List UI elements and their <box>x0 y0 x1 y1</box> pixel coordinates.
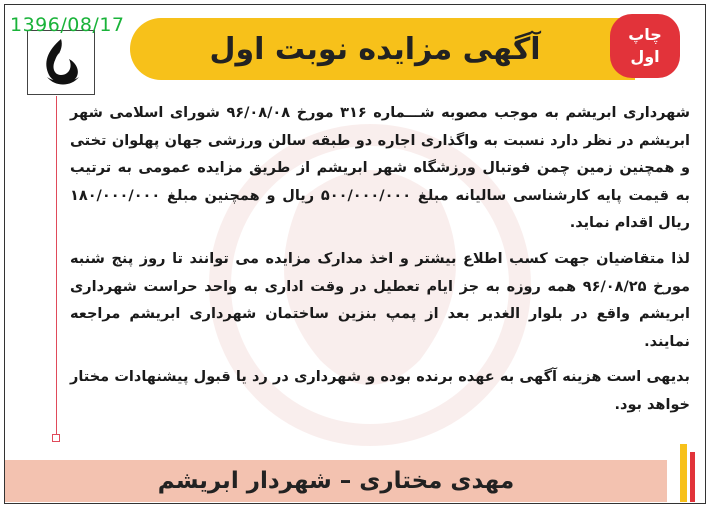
date-stamp: 1396/08/17 <box>10 14 125 36</box>
first-print-badge <box>610 14 680 78</box>
margin-rule-end <box>52 434 60 442</box>
signature-bar <box>5 460 667 502</box>
body-paragraph-1: شهرداری ابریشم به موجب مصوبه شـــماره ۳۱۶ مورخ ۹۶/۰۸/۰۸ شورای اسلامی شهر ابریشم در نظر دارد نسبت به واگذاری اجاره دو طبقه سالن ورزشی جهان پهلوان تختی و همچنین زمین چمن فوتبال ورزشگاه شهر ابریشم از طریق مزایده عمومی به ترتیب به قیمت پایه کارشناسی سالیانه مبلغ ۵۰۰/۰۰۰/۰۰۰ ریال و همچنین مبلغ ۱۸۰/۰۰۰/۰۰۰ ریال اقدام نماید. <box>70 105 691 232</box>
signature-text: مهدی مختاری – شهردار ابریشم <box>157 468 515 494</box>
municipality-logo <box>27 30 95 95</box>
badge-line-2: اول <box>630 47 660 66</box>
notice-body <box>70 100 690 428</box>
footer-accent-yellow <box>680 444 687 502</box>
footer-accent-red <box>690 452 695 502</box>
body-paragraph-2: لذا متقاضیان جهت کسب اطلاع بیشتر و اخذ مدارک مزایده می توانند تا روز پنج شنبه مورخ ۹۶/۰۸/۲۵ همه روزه به جز ایام تعطیل در وقت اداری به واحد حراست شهرداری ابریشم واقع در بلوار الغدیر بعد از پمپ بنزین ساختمان شهرداری ابریشم مراجعه نمایند. <box>70 250 691 350</box>
body-paragraph-3: بدیهی است هزینه آگهی به عهده برنده بوده و شهرداری در رد یا قبول پیشنهادات مختار خواهد بود. <box>70 369 690 413</box>
margin-rule <box>56 96 57 436</box>
page-title: آگهی مزایده نوبت اول <box>209 31 541 67</box>
flame-logo-icon <box>37 37 85 89</box>
badge-line-1: چاپ <box>628 25 662 44</box>
